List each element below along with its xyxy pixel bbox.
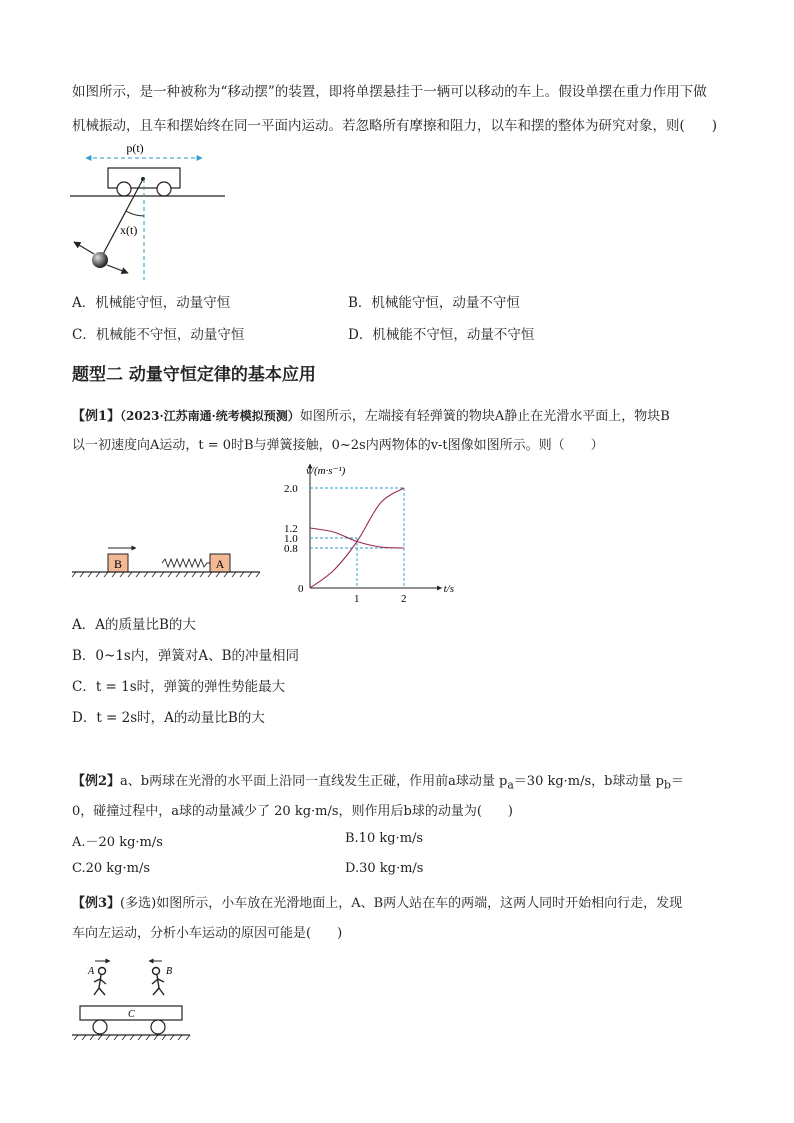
moving-pendulum-figure (60, 138, 240, 288)
ex1-text2: 以一初速度向A运动，t = 0时B与弹簧接触，0~2s内两物体的v-t图像如图所示。则（ ） (72, 438, 604, 453)
bob-arrow-left (74, 242, 94, 254)
ex2-option-c: C.20 kg·m/s (72, 861, 150, 876)
ex2-option-d: D.30 kg·m/s (345, 861, 424, 876)
spring-blocks-figure (70, 540, 270, 580)
ex1-option-c: C．t = 1s时，弹簧的弹性势能最大 (72, 679, 286, 695)
vt-chart (278, 458, 478, 608)
section-title: 题型二 动量守恒定律的基本应用 (72, 365, 316, 385)
block-a-label: A (215, 557, 225, 571)
ex2-line1 (72, 770, 684, 792)
p-t-label: p(t) (126, 141, 144, 155)
cart-people-figure (70, 955, 200, 1043)
angle-arc (126, 211, 144, 216)
q0-option-c: C．机械能不守恒，动量守恒 (72, 327, 245, 343)
ex2-line1-b: ＝30 kg·m/s，b球动量 p (513, 774, 664, 789)
ex1-option-a: A．A的质量比B的大 (72, 617, 196, 633)
ex2-sub-a: a (507, 778, 514, 792)
block-b-label: B (113, 557, 123, 571)
ex3-tag: 【例3】 (72, 896, 121, 911)
cart-wheel-left (117, 182, 131, 196)
ex2-option-b: B.10 kg·m/s (345, 831, 424, 846)
pendulum-bob (92, 252, 108, 268)
y-tick-label: 0.8 (284, 543, 298, 555)
q0-text-line1: 如图所示，是一种被称为“移动摆”的装置，即将单摆悬挂于一辆可以移动的车上。假设单摆在重力作用下做 (72, 84, 707, 100)
ex2-line2: 0，碰撞过程中，a球的动量减少了 20 kg·m/s，则作用后b球的动量为( ) (72, 804, 514, 819)
person-b (152, 968, 164, 996)
origin-label: 0 (298, 583, 304, 595)
ex3-text1: (多选)如图所示，小车放在光滑地面上，A、B两人站在车的两端，这两人同时开始相向行走，发现 (120, 896, 683, 911)
ex2-line1-a: a、b两球在光滑的水平面上沿同一直线发生正碰，作用前a球动量 p (120, 774, 508, 789)
x-tick-label: 1 (354, 593, 360, 605)
person-b-label: B (166, 966, 173, 977)
cart-wheel-right (151, 1020, 165, 1034)
floor-hatching (72, 572, 260, 577)
ex2-sub-b: b (663, 778, 671, 792)
ground-hatching (74, 1035, 190, 1040)
bob-arrow-right (107, 265, 128, 273)
ex1-text1: 如图所示，左端接有轻弹簧的物块A静止在光滑水平面上，物块B (299, 409, 670, 424)
cart-wheel-right (157, 182, 171, 196)
ex1-option-d: D．t = 2s时，A的动量比B的大 (72, 710, 265, 726)
person-a (94, 968, 106, 996)
spring (162, 559, 210, 567)
y-tick-label: 1.0 (284, 533, 298, 545)
ex1-tag: 【例1】 (72, 409, 121, 424)
person-a-label: A (88, 966, 95, 977)
ex2-line1-c: ＝ (670, 774, 684, 789)
ex2-option-a: A.－20 kg·m/s (72, 835, 163, 850)
x-tick-label: 2 (401, 593, 407, 605)
q0-option-d: D．机械能不守恒，动量不守恒 (348, 327, 535, 343)
ex3-line1 (72, 892, 682, 911)
x-axis-label: t/s (443, 583, 455, 595)
ex2-tag: 【例2】 (72, 774, 121, 789)
ex1-option-b: B．0~1s内，弹簧对A、B的冲量相同 (72, 648, 300, 664)
y-tick-label: 1.2 (284, 523, 298, 535)
q0-option-b: B．机械能守恒，动量不守恒 (348, 295, 520, 311)
ex1-line1 (72, 405, 670, 424)
cart-wheel-left (93, 1020, 107, 1034)
q0-text-line2: 机械振动，且车和摆始终在同一平面内运动。若忽略所有摩擦和阻力，以车和摆的整体为研究对象，则( ) (72, 118, 718, 134)
y-tick-label: 2.0 (284, 483, 298, 495)
x-t-label: x(t) (120, 223, 138, 237)
ex3-line2: 车向左运动，分析小车运动的原因可能是( ) (72, 926, 343, 941)
cart-c-label: C (128, 1009, 135, 1020)
ex1-source: （2023·江苏南通·统考模拟预测） (120, 409, 300, 423)
q0-option-a: A．机械能守恒，动量守恒 (72, 295, 231, 311)
y-axis-label: v/(m·s⁻¹) (306, 465, 346, 477)
